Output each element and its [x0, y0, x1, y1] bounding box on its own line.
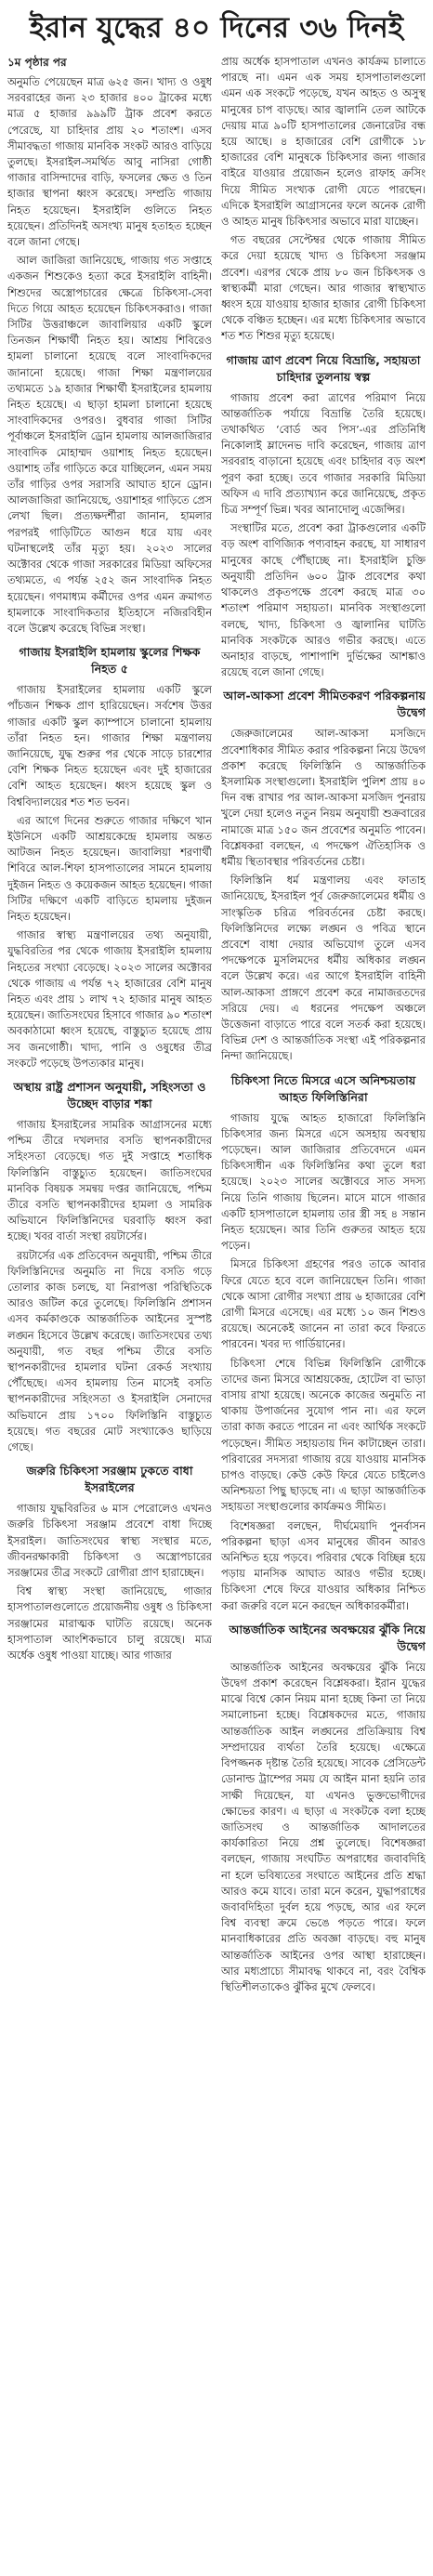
subheading: আন্তর্জাতিক আইনের অবক্ষয়ের ঝুঁকি নিয়ে উদ্বেগ — [229, 1622, 426, 1653]
paragraph: গাজায় যুদ্ধবিরতির ৬ মাস পেরোলেও এখনও জরুরি চিকিৎসা সরঞ্জাম প্রবেশে বাধা দিচ্ছে ইসরাইল। জাতিসংঘের স্বাস্থ্য সংস্থার মতে, জীবনরক্ষাকারী চিকিৎসা ও অস্ত্রোপচারের সরঞ্জামের তীব্র সংকটে রোগীরা প্রাণ হারাচ্ছেন। — [7, 1502, 212, 1580]
paragraph: মিসরে চিকিৎসা গ্রহণের পরও তাকে আবার ফিরে যেতে হবে বলে জানিয়েছেন তিনি। গাজা থেকে আসা রোগীর সংখ্যা প্রায় ৬ হাজারের বেশি রোগী মিসরে এসেছে। এর মধ্যে ১০ জন শিশুও রয়েছে। অনেকেই জানেন না তারা কবে ফিরতে পারবেন। খবর দ্য গার্ডিয়ানের। — [221, 1257, 426, 1351]
article-columns — [7, 54, 426, 2569]
paragraph: প্রায় অর্ধেক হাসপাতাল এখনও কার্যক্রম চালাতে পারছে না। এমন এক সময় হাসপাতালগুলো এমন এক সংকটে পড়েছে, যখন আহত ও অসুস্থ মানুষের চাপ বাড়ছে। আর জ্বালানি তেল আটকে দেয়ায় মাত্র ৯০টি হাসপাতালের জেনারেটর বন্ধ হয়ে আছে। ৪ হাজারের বেশি রোগীকে ১৮ হাজারের বেশি মানুষকে চিকিৎসার জন্য গাজার বাইরে যাওয়ার প্রয়োজন হলেও রাফাহ ক্রসিং দিয়ে সীমিত সংখ্যক রোগী যেতে পারছেন। এদিকে ইসরাইলি আগ্রাসনের ফলে অনেক রোগী ও আহত মানুষ চিকিৎসার অভাবে মারা যাচ্ছেন। — [221, 55, 426, 229]
paragraph: গাজায় যুদ্ধে আহত হাজারো ফিলিস্তিনি চিকিৎসার জন্য মিসরে এসে অসহায় অবস্থায় পড়েছেন। আল জাজিরার প্রতিবেদনে এমন চিকিৎসাধীন এক ফিলিস্তিনির কথা তুলে ধরা হয়েছে। ২০২৩ সালের অক্টোবরে সাত সদস্য নিয়ে তিনি গাজায় ছিলেন। মাসে মাসে গাজার একটি হাসপাতালে হামলায় তার স্ত্রী সহ ৪ সন্তান নিহত হয়েছেন। আর তিনি গুরুতর আহত হয়ে পড়েন। — [221, 1111, 426, 1253]
paragraph: অনুমতি পেয়েছেন মাত্র ৬২৫ জন। খাদ্য ও ওষুধ সরবরাহের জন্য ২৩ হাজার ৪০০ ট্রাকের মধ্যে মাত্র ৫ হাজার ৯৯৯টি ট্রাক প্রবেশ করতে পেরেছে, যা চাহিদার প্রায় ২০ শতাংশ। এসব সীমাবদ্ধতা গাজায় মানবিক সংকট আরও বাড়িয়ে তুলছে। ইসরাইল-সমর্থিত আবু নাসিরা গোষ্ঠী গাজার বাসিন্দাদের বাড়ি, ফসলের ক্ষেত ও তিন হাজার স্থাপনা ধ্বংস করেছে। সম্প্রতি গাজায় নিহত হয়েছেন। ইসরাইলি গুলিতে নিহত হয়েছেন। প্রতিদিনই অসংখ্য মানুষ হতাহত হচ্ছেন বলে জানা গেছে। — [7, 75, 212, 249]
subheading: গাজায় ইসরাইলি হামলায় স্কুলের শিক্ষক নিহত ৫ — [19, 645, 201, 677]
paragraph: সংস্থাটির মতে, প্রবেশ করা ট্রাকগুলোর একটি বড় অংশ বাণিজ্যিক পণ্যবাহন করছে, যা সাধারণ মানুষের কাছে পৌঁছাচ্ছে না। ইসরাইলি চুক্তি অনুযায়ী প্রতিদিন ৬০০ ট্রাক প্রবেশের কথা থাকলেও প্রকৃতপক্ষে প্রবেশ করছে মাত্র ৩০ শতাংশ পরিমাণ সহায়তা। মানবিক সংস্থাগুলো বলছে, খাদ্য, চিকিৎসা ও জ্বালানির ঘাটতি মানবিক সংকটকে আরও গভীর করছে। এতে অনাহার বাড়ছে, পাশাপাশি দুর্ভিক্ষের আশঙ্কাও রয়েছে বলে জানা গেছে। — [221, 521, 426, 679]
subheading: চিকিৎসা নিতে মিসরে এসে অনিশ্চয়তায় আহত ফিলিস্তিনিরা — [230, 1072, 416, 1104]
paragraph: গাজায় ইসরাইলের হামলায় একটি স্কুলে পাঁচজন শিক্ষক প্রাণ হারিয়েছেন। সর্বশেষ উত্তর গাজার একটি স্কুল ক্যাম্পাসে চালানো হামলায় তাঁরা নিহত হন। গাজার শিক্ষা মন্ত্রণালয় জানিয়েছে, যুদ্ধ শুরুর পর থেকে সাড়ে চারশোর বেশি শিক্ষক নিহত হয়েছেন এবং দুই হাজারের বেশি আহত হয়েছেন। ধ্বংস হয়েছে স্কুল ও বিশ্ববিদ্যালয়ের শত শত ভবন। — [7, 683, 212, 808]
paragraph: ফিলিস্তিনি ধর্ম মন্ত্রণালয় এবং ফাতাহ জানিয়েছে, ইসরাইল পূর্ব জেরুজালেমের ধর্মীয় ও সাংস্কৃতিক চরিত্র পরিবর্তনের চেষ্টা করছে। ফিলিস্তিনিদের লক্ষ্যে লঙ্ঘন ও পবিত্র স্থানে প্রবেশে বাধা দেয়ার অভিযোগ তুলে এসব পদক্ষেপকে মুসলিমদের ধর্মীয় অধিকার লঙ্ঘন বলে উল্লেখ করে। এর আগে ইসরাইলি বাহিনী আল-আকসা প্রাঙ্গণে প্রবেশ করে নামাজরতদের সরিয়ে দেয়। এ ধরনের পদক্ষেপ অঞ্চলে উত্তেজনা বাড়াতে পারে বলে সতর্ক করা হয়েছে। বিভিন্ন দেশ ও আন্তর্জাতিক সংস্থা এই পরিকল্পনার নিন্দা জানিয়েছে। — [221, 874, 426, 1063]
subheading: অস্থায় রাষ্ট্র প্রশাসন অনুযায়ী, সহিংসতা ও উচ্ছেদ বাড়ার শঙ্কা — [13, 1079, 206, 1111]
paragraph: বিশ্ব স্বাস্থ্য সংস্থা জানিয়েছে, গাজার হাসপাতালগুলোতে প্রয়োজনীয় ওষুধ ও চিকিৎসা সরঞ্জামের মারাত্মক ঘাটতি রয়েছে। অনেক হাসপাতাল আংশিকভাবে চালু রয়েছে। মাত্র অর্ধেক ওষুধ পাওয়া যাচ্ছে। আর গাজার — [7, 1584, 212, 1663]
paragraph: গত বছরের সেপ্টেম্বর থেকে গাজায় সীমিত করে দেয়া হয়েছে খাদ্য ও চিকিৎসা সরঞ্জাম প্রবেশ। এরপর থেকে প্রায় ৮০ জন চিকিৎসক ও স্বাস্থ্যকর্মী মারা গেছেন। আর গাজার স্বাস্থ্যখাত ধ্বংস হয়ে যাওয়ায় হাজার হাজার রোগী চিকিৎসা থেকে বঞ্চিত হচ্ছেন। এর মধ্যে চিকিৎসার অভাবে শত শত শিশুর মৃত্যু হয়েছে। — [221, 233, 426, 343]
subheading: আল-আকসা প্রবেশ সীমিতকরণ পরিকল্পনায় উদ্বেগ — [223, 689, 426, 720]
paragraph: রয়টার্সের এক প্রতিবেদন অনুযায়ী, পশ্চিম তীরে ফিলিস্তিনিদের অনুমতি না দিয়ে বসতি গড়ে তোলার কাজ চলছে, যা নিরাপত্তা পরিস্থিতিকে আরও জটিল করে তুলেছে। ফিলিস্তিনি প্রশাসন এসব কর্মকাণ্ডকে আন্তর্জাতিক আইনের সুস্পষ্ট লঙ্ঘন হিসেবে উল্লেখ করেছে। জাতিসংঘের তথ্য অনুযায়ী, গত বছর পশ্চিম তীরে বসতি স্থাপনকারীদের হামলার ঘটনা রেকর্ড সংখ্যায় পৌঁছেছে। এসব হামলায় তিন মাসেই বসতি স্থাপনকারীদের সহিংসতা ও ইসরাইলি সেনাদের অভিযানে প্রায় ১৭০০ ফিলিস্তিনি বাস্তুচ্যুত হয়েছে। গত বছরের মোট সংখ্যাকেও ছাড়িয়ে গেছে। — [7, 1248, 212, 1454]
continued-from-label: ১ম পৃষ্ঠার পর — [7, 56, 67, 69]
paragraph: আন্তর্জাতিক আইনের অবক্ষয়ের ঝুঁকি নিয়ে উদ্বেগ প্রকাশ করেছেন বিশ্লেষকরা। ইরান যুদ্ধের মাঝে বিশ্বে কোন নিয়ম মানা হচ্ছে কিনা তা নিয়ে সমালোচনা হচ্ছে। বিশ্লেষকদের মতে, গাজায় আন্তর্জাতিক আইন লঙ্ঘনের প্রতিক্রিয়ায় বিশ্ব সম্প্রদায়ের ব্যর্থতা তৈরি হয়েছে। এক্ষেত্রে বিপজ্জনক দৃষ্টান্ত তৈরি হয়েছে। সাবেক প্রেসিডেন্ট ডোনাল্ড ট্রাম্পের সময় যে আইন মানা হয়নি তার সাক্ষী দিয়েছেন, যা এখনও ভুক্তভোগীদের ক্ষোভের কারণ। এ ছাড়া এ সংকটকে বলা হচ্ছে জাতিসংঘ ও আন্তর্জাতিক আদালতের কার্যকারিতা নিয়ে প্রশ্ন তুলেছে। বিশেষজ্ঞরা বলছেন, গাজায় সংঘটিত অপরাধের জবাবদিহি না হলে ভবিষ্যতের সংঘাতে আইনের প্রতি শ্রদ্ধা আরও কমে যাবে। তারা মনে করেন, যুদ্ধাপরাধের জবাবদিহিতা দুর্বল হয়ে পড়ছে, আর এর ফলে বিশ্ব ব্যবস্থা ক্রমে ভেঙে পড়তে পারে। ফলে মানবাধিকারের প্রতি অবজ্ঞা বাড়ছে। বহু মানুষ আন্তর্জাতিক আইনের ওপর আস্থা হারাচ্ছেন। আর মধ্যপ্রাচ্যে সীমাবদ্ধ থাকবে না, বরং বৈশ্বিক স্থিতিশীলতাকেও ঝুঁকির মুখে ফেলবে। — [221, 1660, 426, 1993]
right-column — [221, 54, 426, 2569]
paragraph: এর আগে দিনের শুরুতে গাজার দক্ষিণে খান ইউনিসে একটি আশ্রয়কেন্দ্রে হামলায় অন্তত আটজন নিহত হয়েছেন। জাবালিয়া শরণার্থী শিবিরে আল-শিফা হাসপাতালের সামনে হামলায় দুইজন নিহত ও কয়েকজন আহত হয়েছেন। গাজা সিটির দক্ষিণে একটি বাড়িতে হামলায় দুইজন নিহত হয়েছেন। — [7, 813, 212, 923]
paragraph: গাজায় প্রবেশ করা ত্রাণের পরিমাণ নিয়ে আন্তর্জাতিক পর্যায়ে বিভ্রান্তি তৈরি হয়েছে। তথাকথিত ‘বোর্ড অব পিস’-এর প্রতিনিধি নিকোলাই ম্লাদেনভ দাবি করেছেন, গাজায় ত্রাণ সরবরাহ বাড়ানো হয়েছে এবং চাহিদার বড় অংশ পূরণ করা হচ্ছে। তবে গাজার সরকারি মিডিয়া অফিস এ দাবি প্রত্যাখ্যান করে জানিয়েছে, প্রকৃত চিত্র সম্পূর্ণ ভিন্ন। খবর আনাদোলু এজেন্সির। — [221, 390, 426, 517]
left-column — [7, 54, 212, 2569]
paragraph: চিকিৎসা শেষে বিভিন্ন ফিলিস্তিনি রোগীকে তাদের জন্য মিসরে আশ্রয়কেন্দ্র, হোটেল বা ভাড়া বাসায় রাখা হয়েছে। অনেকে কাজের অনুমতি না থাকায় উপার্জনের সুযোগ পান না। এর ফলে তারা কাজ করতে পারেন না এবং আর্থিক সংকটে পড়েছেন। সীমিত সহায়তায় দিন কাটাচ্ছেন তারা। পরিবারের সদস্যরা গাজায় রয়ে যাওয়ায় মানসিক চাপও বাড়ছে। কেউ কেউ ফিরে যেতে চাইলেও অনিশ্চয়তা পিছু ছাড়ছে না। এ ছাড়া আন্তর্জাতিক সহায়তা সংস্থাগুলোর কার্যক্রমও সীমিত। — [221, 1356, 426, 1514]
subheading: গাজায় ত্রাণ প্রবেশ নিয়ে বিভ্রান্তি, সহায়তা চাহিদার তুলনায় স্বল্প — [226, 352, 421, 384]
paragraph: গাজার স্বাস্থ্য মন্ত্রণালয়ের তথ্য অনুযায়ী, যুদ্ধবিরতির পর থেকে গাজায় ইসরাইলি হামলায় নিহতের সংখ্যা বেড়েছে। ২০২৩ সালের অক্টোবর থেকে গাজায় এ পর্যন্ত ৭২ হাজারের বেশি মানুষ নিহত এবং প্রায় ১ লাখ ৭২ হাজার মানুষ আহত হয়েছেন। জাতিসংঘের হিসাবে গাজার ৯০ শতাংশ অবকাঠামো ধ্বংস হয়েছে, বাস্তুচ্যুত হয়েছে প্রায় সব জনগোষ্ঠী। খাদ্য, পানি ও ওষুধের তীব্র সংকটে পড়েছে উপত্যকার মানুষ। — [7, 928, 212, 1070]
paragraph: বিশেষজ্ঞরা বলছেন, দীর্ঘমেয়াদি পুনর্বাসন পরিকল্পনা ছাড়া এসব মানুষের জীবন আরও অনিশ্চিত হয়ে পড়বে। পরিবার থেকে বিচ্ছিন্ন হয়ে পড়ায় মানসিক আঘাত আরও গভীর হচ্ছে। চিকিৎসা শেষে ফিরে যাওয়ার অধিকার নিশ্চিত করা জরুরি বলে মনে করছেন অধিকারকর্মীরা। — [221, 1518, 426, 1612]
paragraph: গাজায় ইসরাইলের সামরিক আগ্রাসনের মধ্যে পশ্চিম তীরে দখলদার বসতি স্থাপনকারীদের সহিংসতা বেড়েছে। গত দুই সপ্তাহে শতাধিক ফিলিস্তিনি বাস্তুচ্যুত হয়েছেন। জাতিসংঘের মানবিক বিষয়ক সমন্বয় দপ্তর জানিয়েছে, পশ্চিম তীরে বসতি স্থাপনকারীদের হামলা ও সামরিক অভিযানে ফিলিস্তিনিদের ঘরবাড়ি ধ্বংস করা হচ্ছে। খবর বার্তা সংস্থা রয়টার্সের। — [7, 1117, 212, 1243]
paragraph: জেরুজালেমের আল-আকসা মসজিদে প্রবেশাধিকার সীমিত করার পরিকল্পনা নিয়ে উদ্বেগ প্রকাশ করেছে ফিলিস্তিনি ও আন্তর্জাতিক ইসলামিক সংস্থাগুলো। ইসরাইলি পুলিশ প্রায় ৪০ দিন বন্ধ রাখার পর আল-আকসা মসজিদ পুনরায় খুলে দেয়া হলেও নতুন নিয়ম অনুযায়ী শুক্রবারের নামাজে মাত্র ১৫০ জন প্রবেশের অনুমতি পাবেন। বিশ্লেষকরা বলছেন, এ পদক্ষেপ ঐতিহাসিক ও ধর্মীয় স্থিতাবস্থার পরিবর্তনের চেষ্টা। — [221, 727, 426, 868]
paragraph: আল জাজিরা জানিয়েছে, গাজায় গত সপ্তাহে একজন শিশুকেও হত্যা করে ইসরাইলি বাহিনী। শিশুদের অস্ত্রোপচারের ক্ষেত্রে চিকিৎসা-সেবা দিতে গিয়ে আহত হয়েছেন চিকিৎসকরাও। গাজা সিটির উত্তরাঞ্চলে জাবালিয়ার একটি স্কুলে তিনজন শিক্ষার্থী নিহত হয়। আশ্রয় শিবিরেও হামলা চালানো হয়েছে বলে সাংবাদিকদের জানানো হয়েছে। গাজা শিক্ষা মন্ত্রণালয়ের তথ্যমতে ১৯ হাজার শিক্ষার্থী ইসরাইলের হামলায় নিহত হয়েছে। এ ছাড়া হামলা চালানো হয়েছে সাংবাদিকদের ওপরও। বুধবার গাজা সিটির পূর্বাঞ্চলে ইসরাইলি ড্রোন হামলায় আলজাজিরার সাংবাদিক মোহাম্মদ ওয়াশাহ নিহত হয়েছেন। ওয়াশাহ তাঁর গাড়িতে করে যাচ্ছিলেন, এমন সময় তাঁর গাড়ির ওপর সরাসরি আঘাত হানে ড্রোন। আলজাজিরা জানিয়েছে, ওয়াশাহর গাড়িতে প্রেস লেখা ছিল। প্রত্যক্ষদর্শীরা জানান, হামলার পরপরই গাড়িটিতে আগুন ধরে যায় এবং ঘটনাস্থলেই তাঁর মৃত্যু হয়। ২০২৩ সালের অক্টোবর থেকে গাজা সরকারের মিডিয়া অফিসের তথ্যমতে, এ পর্যন্ত ২৫২ জন সাংবাদিক নিহত হয়েছেন। গণমাধ্যম কর্মীদের ওপর এমন ক্রমাগত হামলাকে সাংবাদিকতার ইতিহাসে নজিরবিহীন বলে উল্লেখ করেছে বিভিন্ন সংস্থা। — [7, 254, 212, 635]
article-headline: ইরান যুদ্ধের ৪০ দিনের ৩৬ দিনই — [29, 11, 404, 45]
subheading: জরুরি চিকিৎসা সরঞ্জাম ঢুকতে বাধা ইসরাইলের — [26, 1464, 193, 1495]
